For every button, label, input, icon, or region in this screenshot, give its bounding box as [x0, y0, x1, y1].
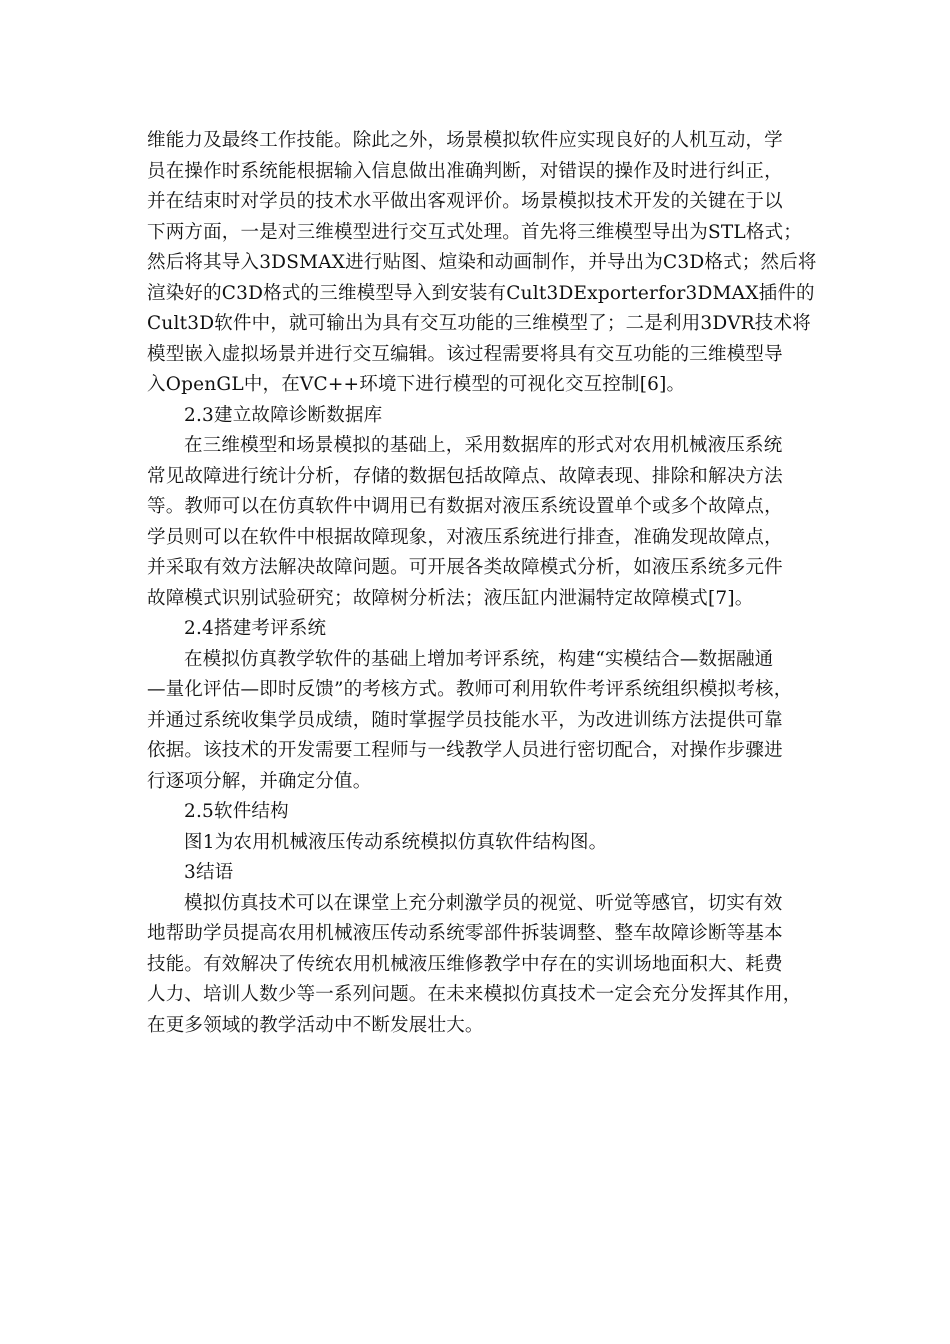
heading-text: 2.3建立故障诊断数据库: [184, 404, 383, 426]
section-heading-3: [147, 858, 817, 889]
text-line: 并采取有效方法解决故障问题。可开展各类故障模式分析，如液压系统多元件: [147, 557, 783, 578]
paragraph-scene-simulation: [147, 126, 817, 401]
paragraph-fault-database: [147, 431, 817, 614]
text-line: 在模拟仿真教学软件的基础上增加考评系统，构建“实模结合—数据融通: [184, 648, 774, 670]
text-line: 然后将其导入3DSMAX进行贴图、煊染和动画制作，并导出为C3D格式；然后将: [147, 252, 817, 273]
section-heading-2-5: [147, 797, 817, 828]
section-heading-2-4: [147, 614, 817, 645]
text-line: 并通过系统收集学员成绩，随时掌握学员技能水平，为改进训练方法提供可靠: [147, 709, 783, 731]
text-line: 行逐项分解，并确定分值。: [147, 770, 372, 792]
text-line: 员在操作时系统能根据输入信息做出准确判断，对错误的操作及时进行纠正，: [147, 160, 783, 182]
text-line: 常见故障进行统计分析，存储的数据包括故障点、故障表现、排除和解决方法: [147, 465, 783, 487]
text-line: 维能力及最终工作技能。除此之外，场景模拟软件应实现良好的人机互动，学: [147, 130, 783, 151]
text-line: 下两方面，一是对三维模型进行交互式处理。首先将三维模型导出为STL格式；: [147, 221, 803, 243]
section-heading-2-3: [147, 401, 817, 432]
text-line: 入OpenGL中，在VC++环境下进行模型的可视化交互控制[6]。: [147, 374, 686, 395]
text-line: 地帮助学员提高农用机械液压传动系统零部件拆装调整、整车故障诊断等基本: [147, 923, 783, 944]
text-line: 等。教师可以在仿真软件中调用已有数据对液压系统设置单个或多个故障点，: [147, 496, 783, 517]
heading-text: 3结语: [184, 862, 234, 883]
paragraph-conclusion: [147, 889, 817, 1042]
text-line: 故障模式识别试验研究；故障树分析法；液压缸内泄漏特定故障模式[7]。: [147, 587, 754, 609]
text-line: 并在结束时对学员的技术水平做出客观评价。场景模拟技术开发的关键在于以: [147, 191, 783, 212]
heading-text: 2.4搭建考评系统: [184, 618, 327, 639]
text-line: Cult3D软件中，就可输出为具有交互功能的三维模型了；二是利用3DVR技术将: [147, 313, 811, 334]
text-line: 依据。该技术的开发需要工程师与一线教学人员进行密切配合，对操作步骤进: [147, 740, 783, 761]
text-line: 在更多领域的教学活动中不断发展壮大。: [147, 1014, 484, 1036]
text-line: 学员则可以在软件中根据故障现象，对液压系统进行排查，准确发现故障点，: [147, 526, 783, 548]
heading-text: 2.5软件结构: [184, 801, 289, 822]
paragraph-evaluation-system: [147, 645, 817, 798]
text-line: 在三维模型和场景模拟的基础上，采用数据库的形式对农用机械液压系统: [184, 435, 783, 456]
figure-reference-text: 图1为农用机械液压传动系统模拟仿真软件结构图。: [184, 831, 608, 853]
text-line: 模拟仿真技术可以在课堂上充分刺激学员的视觉、听觉等感官，切实有效: [184, 892, 783, 914]
text-line: —量化评估—即时反馈”的考核方式。教师可利用软件考评系统组织模拟考核，: [147, 679, 793, 700]
text-line: 渲染好的C3D格式的三维模型导入到安装有Cult3DExporterfor3DMAX插件的: [147, 282, 815, 304]
text-line: 技能。有效解决了传统农用机械液压维修教学中存在的实训场地面积大、耗费: [147, 953, 783, 975]
text-line: 人力、培训人数少等一系列问题。在未来模拟仿真技术一定会充分发挥其作用，: [147, 984, 802, 1005]
figure-reference: [147, 828, 817, 859]
text-line: 模型嵌入虚拟场景并进行交互编辑。该过程需要将具有交互功能的三维模型导: [147, 343, 783, 365]
document-body: [147, 126, 817, 1041]
